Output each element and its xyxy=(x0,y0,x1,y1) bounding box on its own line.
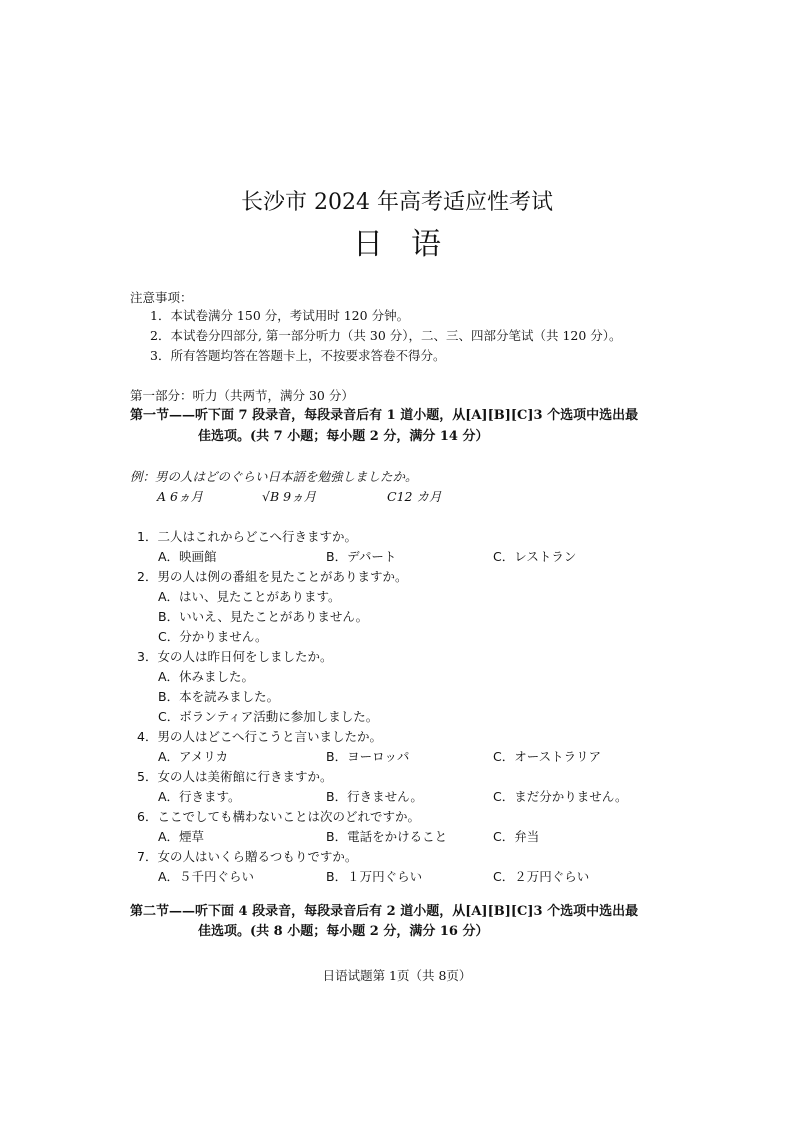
q4-option-c: C．オーストラリア xyxy=(493,749,602,764)
q2-option-b: B．いいえ、見たことがありません。 xyxy=(158,609,369,624)
example-option-c: C12 カ月 xyxy=(387,489,442,504)
q1-option-a: A．映画館 xyxy=(158,549,217,564)
page-footer: 日语试题第 1页（共 8页） xyxy=(322,968,472,983)
example-line xyxy=(130,467,418,487)
q7-option-b: B．１万円ぐらい xyxy=(326,869,423,884)
q5-option-b: B．行きません。 xyxy=(326,789,423,804)
question-6: 6．ここでしても構わないことは次のどれですか。 xyxy=(137,809,420,824)
note-item-1: 1．本试卷满分 150 分，考试用时 120 分钟。 xyxy=(150,308,410,323)
notes-heading: 注意事项： xyxy=(130,290,193,305)
exam-title: 长沙市 2024 年高考适应性考试 xyxy=(241,190,553,215)
example-option-a: A 6ヵ月 xyxy=(157,489,203,504)
q2-option-a: A．はい、見たことがあります。 xyxy=(158,589,341,604)
question-1: 1．二人はこれからどこへ行きますか。 xyxy=(137,529,357,544)
section2-line2: 佳选项。(共 8 小题；每小题 2 分，满分 16 分） xyxy=(198,924,489,939)
q1-option-b: B．デパート xyxy=(326,549,397,564)
section1-line2: 佳选项。(共 7 小题；每小题 2 分，满分 14 分） xyxy=(198,429,489,444)
q6-option-b: B．電話をかけること xyxy=(326,829,448,844)
section1-line1: 第一节——听下面 7 段录音，每段录音后有 1 道小题，从[A][B][C]3 个选项中选出最 xyxy=(130,408,639,423)
example-option-b: √B 9ヵ月 xyxy=(262,489,317,504)
note-item-3: 3．所有答题均答在答题卡上，不按要求答卷不得分。 xyxy=(150,348,446,363)
q6-option-c: C．弁当 xyxy=(493,829,540,844)
q7-option-c: C．２万円ぐらい xyxy=(493,869,590,884)
question-3: 3．女の人は昨日何をしましたか。 xyxy=(137,649,333,664)
example-question: 男の人はどのぐらい日本語を勉強しましたか。 xyxy=(155,469,418,484)
q3-option-b: B．本を読みました。 xyxy=(158,689,280,704)
part1-heading: 第一部分：听力（共两节，满分 30 分） xyxy=(130,388,354,403)
q6-option-a: A．煙草 xyxy=(158,829,205,844)
q2-option-c: C．分かりません。 xyxy=(158,629,268,644)
q4-option-b: B．ヨーロッパ xyxy=(326,749,410,764)
q3-option-a: A．休みました。 xyxy=(158,669,255,684)
q3-option-c: C．ボランティア活動に参加しました。 xyxy=(158,709,379,724)
subject-title: 日语 xyxy=(353,227,469,262)
note-item-2: 2．本试卷分四部分, 第一部分听力（共 30 分），二、三、四部分笔试（共 120 分）。 xyxy=(150,328,622,343)
section2-line1: 第二节——听下面 4 段录音，每段录音后有 2 道小题，从[A][B][C]3 个选项中选出最 xyxy=(130,904,639,919)
example-label: 例： xyxy=(130,469,156,484)
q1-option-c: C．レストラン xyxy=(493,549,577,564)
question-2: 2．男の人は例の番組を見たことがありますか。 xyxy=(137,569,408,584)
q5-option-a: A．行きます。 xyxy=(158,789,241,804)
q7-option-a: A．５千円ぐらい xyxy=(158,869,255,884)
q4-option-a: A．アメリカ xyxy=(158,749,229,764)
q5-option-c: C．まだ分かりません。 xyxy=(493,789,628,804)
question-7: 7．女の人はいくら贈るつもりですか。 xyxy=(137,849,358,864)
question-5: 5．女の人は美術館に行きますか。 xyxy=(137,769,333,784)
question-4: 4．男の人はどこへ行こうと言いましたか。 xyxy=(137,729,382,744)
